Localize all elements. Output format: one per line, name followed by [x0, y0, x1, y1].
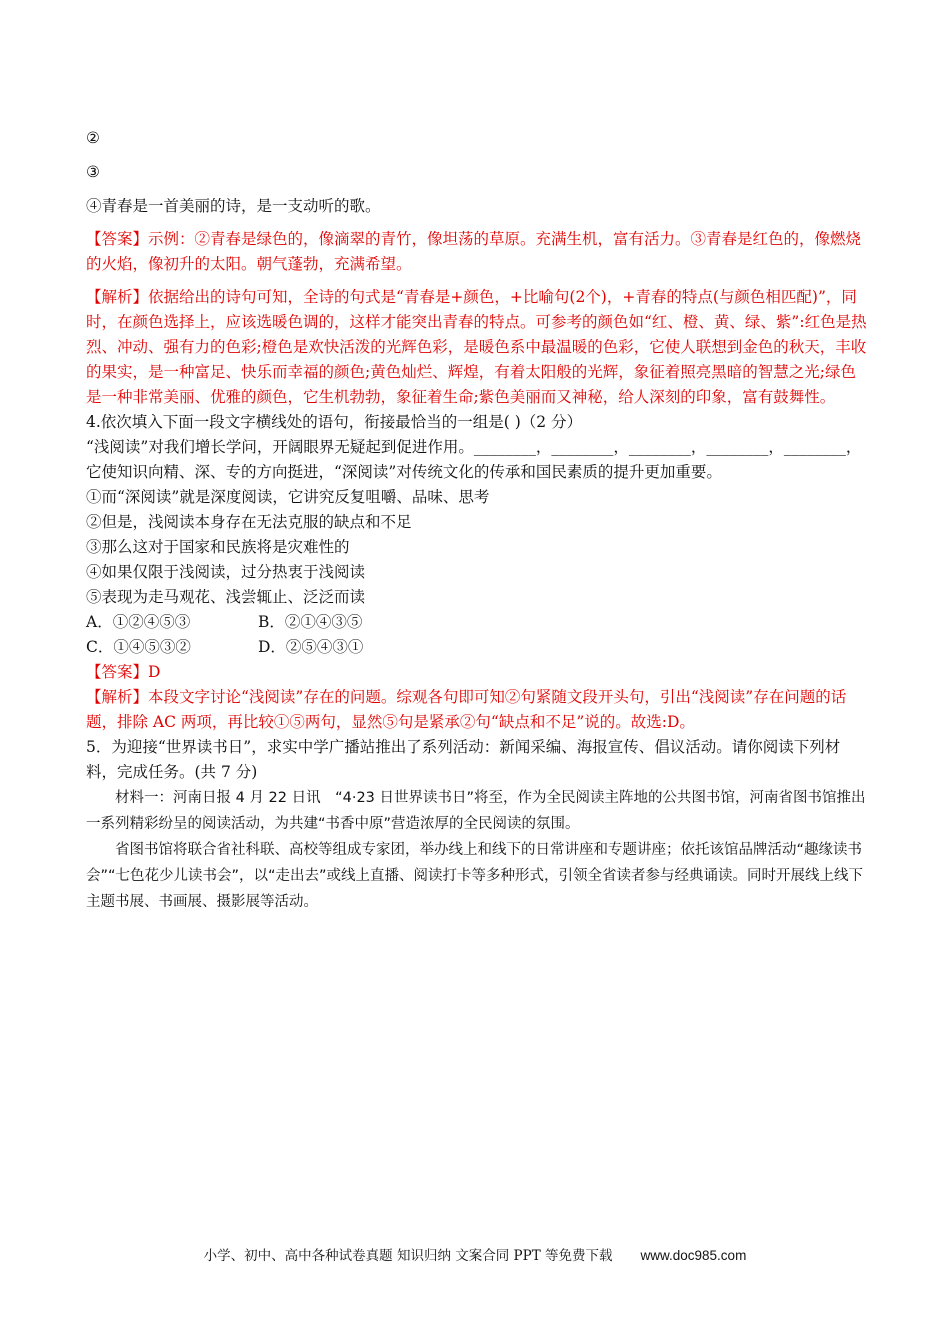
- q5-stem: 5．为迎接“世界读书日”，求实中学广播站推出了系列活动：新闻采编、海报宣传、倡议活动。请你阅读下列材料，完成任务。(共 7 分): [86, 738, 841, 781]
- q3-item-2: ②: [86, 129, 100, 147]
- page-content: [86, 126, 868, 915]
- q4-option-d: D．②⑤④③①: [258, 638, 364, 656]
- page-footer: [0, 1244, 950, 1264]
- q3-answer: 【答案】示例：②青春是绿色的，像滴翠的青竹，像坦荡的草原。充满生机，富有活力。③青春是红色的，像燃烧的火焰，像初升的太阳。朝气蓬勃，充满希望。: [86, 230, 862, 273]
- q4-stem: 4.依次填入下面一段文字横线处的语句，衔接最恰当的一组是( )（2 分）: [86, 413, 583, 431]
- q4-analysis: 【解析】本段文字讨论“浅阅读”存在的问题。综观各句即可知②句紧随文段开头句，引出“浅阅读”存在问题的话题，排除 AC 两项，再比较①⑤两句，显然⑤句是紧承②句“缺点和不足”说的。故选:D。: [86, 688, 847, 731]
- q4-option-a: A．①②④⑤③: [86, 613, 191, 631]
- q3-item-4: ④青春是一首美丽的诗，是一支动听的歌。: [86, 197, 381, 215]
- q3-item-3: ③: [86, 163, 100, 181]
- q4-passage: “浅阅读”对我们增长学问，开阔眼界无疑起到促进作用。________，________，________，________，________，它使知识向精、深、专的方向挺进，“深阅读”对传统文化的传承和国民素质的提升更加重要。: [86, 438, 862, 481]
- q4-item: ①而“深阅读”就是深度阅读，它讲究反复咀嚼、品味、思考: [86, 488, 490, 506]
- q4-answer: 【答案】D: [86, 663, 161, 681]
- footer-site-link[interactable]: www.doc985.com: [640, 1248, 747, 1263]
- q3-analysis: 【解析】依据给出的诗句可知，全诗的句式是“青春是+颜色，+比喻句(2个)，+青春的特点(与颜色相匹配)”，同时，在颜色选择上，应该选暖色调的，这样才能突出青春的特点。可参考的颜色如“红、橙、黄、绿、紫”:红色是热烈、冲动、强有力的色彩;橙色是欢快活泼的光辉色彩，是暖色系中最温暖的色彩，它使人联想到金色的秋天，丰收的果实，是一种富足、快乐而幸福的颜色;黄色灿烂、辉煌，有着太阳般的光辉，象征着照亮黑暗的智慧之光;绿色是一种非常美丽、优雅的颜色，它生机勃勃，象征着生命;紫色美丽而又神秘，给人深刻的印象，富有鼓舞性。: [86, 288, 867, 406]
- q4-item: ②但是，浅阅读本身存在无法克服的缺点和不足: [86, 513, 412, 531]
- q4-options-row-2: [86, 635, 868, 660]
- q4-item: ④如果仅限于浅阅读，过分热衷于浅阅读: [86, 563, 366, 581]
- q4-option-c: C．①④⑤③②: [86, 638, 191, 656]
- q4-item: ③那么这对于国家和民族将是灾难性的: [86, 538, 350, 556]
- q4-option-b: B．②①④③⑤: [258, 613, 363, 631]
- q5-material-1-paragraph-2: 省图书馆将联合省社科联、高校等组成专家团，举办线上和线下的日常讲座和专题讲座；依托该馆品牌活动“趣缘读书会”“七色花少儿读书会”，以“走出去”或线上直播、阅读打卡等多种形式，引领全省读者参与经典诵读。同时开展线上线下主题书展、书画展、摄影展等活动。: [86, 842, 864, 910]
- q5-material-1-paragraph-1: 材料一：河南日报 4 月 22 日讯 “4·23 日世界读书日”将至，作为全民阅读主阵地的公共图书馆，河南省图书馆推出一系列精彩纷呈的阅读活动，为共建“书香中原”营造浓厚的全民阅读的氛围。: [86, 790, 866, 832]
- q4-item: ⑤表现为走马观花、浅尝辄止、泛泛而读: [86, 588, 366, 606]
- q4-options-row-1: [86, 610, 868, 635]
- footer-text: 小学、初中、高中各种试卷真题 知识归纳 文案合同 PPT 等免费下载: [203, 1248, 613, 1264]
